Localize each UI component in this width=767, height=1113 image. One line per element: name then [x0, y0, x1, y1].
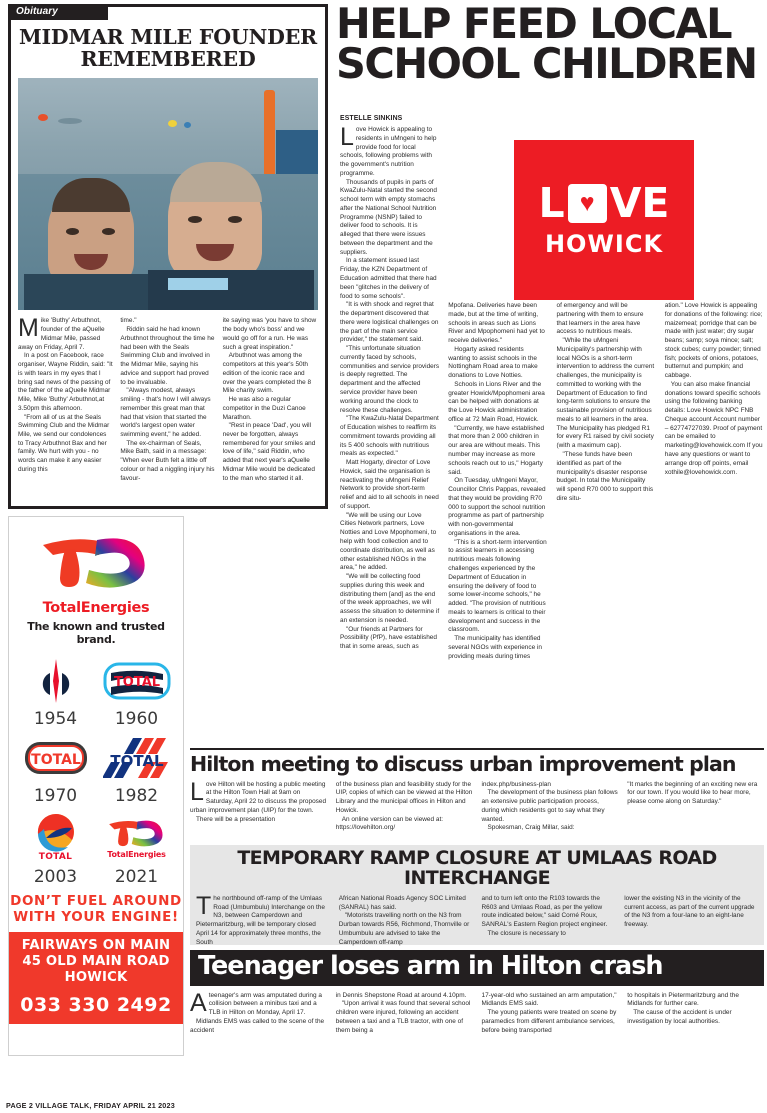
- timeline-year: 1970: [33, 786, 78, 806]
- hilton-column-2: of the business plan and feasibility study for the UIP, copies of which can be viewed at the Hilton Library and the municipal offices in Hilton and Howick. An online version can be viewed at: https://lovehilton.org/: [335, 780, 473, 832]
- ramp-column-1: The northbound off-ramp of the Umlaas Road (Umbumbulu) Interchange on the N3, between Camperdown and Pietermaritzburg, will be temporary closed April 14 for approximately three months, the South: [196, 891, 325, 946]
- svg-text:TOTAL: TOTAL: [109, 752, 164, 770]
- teen-headline-bar: [190, 950, 764, 986]
- ramp-column-4: lower the existing N3 in the vicinity of the current access, as part of the current upgrade of the N3 from a four-lane to an eight-lane freeway.: [624, 894, 755, 929]
- hilton-headline: Hilton meeting to discuss urban improvement plan: [190, 752, 736, 776]
- hilton-body: [190, 777, 764, 834]
- main-story-column-2: Mpofana. Deliveries have been made, but at the time of writing, schools in areas such as Lions River and Mpophomeni had yet to receive deliveries." Hogarty asked residents wanting to assist schools in the Nottingham Road area to make donations to Love Notties. Schools in Lions River and the greater Howick/Mpophomeni area can be helped with donations at the Love Howick administration office at 72 Main Road, Howick. "Currently, we have established that more than 2 000 children in our area are without meals. This number may increase as more schools reach out to us," Hogarty said. On Tuesday, uMngeni Mayor, Councillor Chris Pappas, revealed that they would be providing R70 000 to support the school nutrition programme as part of partnership with non-governmental organisations in the area. "This is a short-term intervention to assist learners in accessing nutritious meals following challenges experienced by the Department of Education in ensuring the delivery of food to some lower-income schools," he added. "The provision of nutritious meals to learners is critical to their development and success in the classroom. The municipality has identified several NGOs with experience in providing meals during times: [448, 302, 547, 660]
- totalenergies-logo-icon: [37, 531, 155, 593]
- logo-howick-word: HOWICK: [544, 229, 664, 258]
- total-1954-logo: [15, 654, 96, 708]
- teen-column-3: 17-year-old who sustained an arm amputation," Midlands EMS said. The young patients were treated on scene by paramedics from different ambulance services, before being transported: [481, 991, 617, 1034]
- swimmer-right-body: [148, 270, 314, 310]
- timeline-item-1960: [96, 654, 177, 729]
- timeline-item-2003: [15, 808, 96, 887]
- orange-paddle: [264, 90, 275, 182]
- te-tagline: The known and trusted brand.: [27, 620, 165, 646]
- swimmer-left-body: [24, 274, 154, 310]
- obituary-column-3: ite saying was 'you have to show the body who's boss' and we would go off for a run. He was such a great inspiration." Arbuthnot was among the competitors at this year's 50th edition of the iconic race and over the years completed the 8 Mile charity swim. He was also a regular competitor in the Duzi Canoe Marathon. "Rest in peace 'Dad', you will never be forgotten, always remembered for your smiles and love of life," said Riddin, who added that next year's aQuelle Midmar Mile would be dedicated to the man who started it all.: [222, 317, 317, 482]
- obituary-photo: [18, 78, 318, 310]
- page-footer: PAGE 2 VILLAGE TALK, FRIDAY APRIL 21 2023: [6, 1101, 175, 1110]
- buoy-marker: [38, 114, 48, 121]
- advert-station-address: FAIRWAYS ON MAIN 45 OLD MAIN ROAD HOWICK: [9, 932, 183, 991]
- timeline-year: 2021: [114, 867, 159, 887]
- ramp-column-3: and to turn left onto the R103 towards the R603 and Umlaas Road, as per the yellow route indicated below," said Corné Roux, SANRAL's Eastern Region project engineer. The closure is necessary to: [481, 894, 608, 937]
- obituary-section-tag: Obituary: [8, 4, 108, 20]
- total-wordmark: TOTAL: [38, 852, 73, 862]
- buoy-marker: [168, 120, 177, 127]
- swimsuit-logo: [168, 278, 228, 290]
- total-1970-logo: [15, 731, 96, 785]
- logo-letters-ve: VE: [609, 178, 670, 227]
- main-headline: HELP FEED LOCAL SCHOOL CHILDREN: [336, 0, 757, 88]
- ramp-headline: TEMPORARY RAMP CLOSURE AT UMLAAS ROAD INTERCHANGE: [237, 847, 717, 889]
- advert-slogan: DON’T FUEL AROUND WITH YOUR ENGINE!: [10, 893, 182, 925]
- main-story-column-3: of emergency and will be partnering with them to ensure that learners in the area have access to nutritious meals. "While the uMngeni Municipality's partnership with local NGOs is a short-term intervention to address the current challenges, the municipality is committed to working with the Department of Education to find long-term solutions to ensure the sustainable provision of nutritious meals to all learners in the area. The Municipality has pledged R1 for every R1 raised by civil society (with a maximum cap). "These funds have been identified as part of the municipality's disaster response budget. In total the Municipality will spend R70 000 to support this dire situ-: [556, 302, 655, 502]
- timeline-year: 2003: [33, 867, 78, 887]
- svg-text:TOTAL: TOTAL: [113, 675, 160, 690]
- total-1982-logo: [96, 731, 177, 785]
- ramp-body: [196, 891, 758, 948]
- timeline-item-1954: [15, 654, 96, 729]
- teen-column-2: in Dennis Shepstone Road at around 4.10pm. "Upon arrival it was found that several school children were injured, following an accident between a taxi and a TLB tractor, with one of them being a: [335, 991, 471, 1034]
- hilton-meeting-article: [190, 748, 764, 833]
- logo-letter-l: L: [538, 178, 565, 227]
- teen-column-4: to hospitals in Pietermaritzburg and the Midlands for further care. The cause of the accident is under investigation by local authorities.: [627, 991, 739, 1025]
- main-story-column-1: Love Howick is appealing to residents in uMngeni to help provide food for local schools, following problems with the government's nutrition programme. Thousands of pupils in parts of KwaZulu-Natal started the second school term with empty stomachs after the National School Nutrition Programme (NSNP) failed to deliver food to schools. It is alleged that there were issues between the department and the suppliers. In a statement issued last Friday, the KZN Department of Education admitted that there had been "glitches in the delivery of food to some schools". "It is with shock and regret that the department discovered that there were logistical challenges on the part of the main service provider," the statement said. "This unfortunate situation currently faced by schools, communities and service providers is deeply regretted. The department and the affected service provider have been working around the clock to resolve these challenges. "The KwaZulu-Natal Department of Education wishes to reaffirm its commitment towards providing all its 5 400 schools with nutritious meals as expected." Matt Hogarty, director of Love Howick, said the organisation is reactivating the uMngeni Relief Network to provide short-term relief and aid to all schools in need of support. "We will be using our Love Cities Network partners, Love Notties and Love Mpophomeni, to help with food collection and to coordinate distribution, as well as other established NGOs in the area," he added. "We will be collecting food supplies during this week and distributing them [and] as the end of the week approaches, we will assess the situation to determine if an extension is needed. "Our friends at Partners for Possibility (PfP), have established that in some areas, such as: [340, 123, 440, 651]
- te-brand-name: TotalEnergies: [42, 600, 150, 616]
- teenager-crash-article: [190, 950, 764, 1035]
- teen-column-1: Ateenager's arm was amputated during a collision between a minibus taxi and a TLB in Hilton on Monday, April 17. Midlands EMS was called to the scene of the accident: [190, 988, 325, 1034]
- swimmer-distant: [58, 118, 82, 124]
- timeline-item-2021: [96, 808, 177, 887]
- totalenergies-2021-logo: [96, 808, 177, 866]
- main-story-body: [340, 123, 764, 661]
- ramp-closure-article: [190, 845, 764, 945]
- timeline-item-1970: [15, 731, 96, 806]
- timeline-item-1982: [96, 731, 177, 806]
- teen-body: [190, 988, 764, 1036]
- timeline-year: 1960: [114, 709, 159, 729]
- main-story-column-4: ation." Love Howick is appealing for donations of the following: rice; maizemeal; porridge that can be made with just water; dry sugar beans; samp; soya mince; salt; stock cubes; curry powder; tinned fish; pockets of onions, potatoes, butternut and pumpkin; and cabbage. You can also make financial donations toward specific schools using the following banking details: Love Howick NPC FNB Cheque account Account number – 62774727039. Proof of payment can be emailed to marketing@lovehowick.com If you have any questions or want to arrange drop off points, email xothile@lovehowick.com.: [664, 302, 763, 476]
- ramp-column-2: African National Roads Agency SOC Limited (SANRAL) has said. "Motorists travelling north on the N3 from Durban towards R56, Richmond, Thornville or Umbumbulu are advised to take the Camperdown off-ramp: [338, 894, 470, 946]
- hilton-column-1: Love Hilton will be hosting a public meeting at the Hilton Town Hall at 9am on Saturday, April 22 to discuss the proposed urban improvement plan (UIP) for the town. There will be a presentation: [190, 777, 327, 823]
- totalenergies-wordmark: TotalEnergies: [107, 849, 166, 859]
- timeline-year: 1954: [33, 709, 78, 729]
- total-2003-logo: [15, 808, 96, 866]
- svg-text:TOTAL: TOTAL: [30, 752, 81, 768]
- te-logo-timeline: [15, 654, 177, 887]
- obituary-column-2: time." Riddin said he had known Arbuthnot throughout the time he had been with the Seals Swimming Club and involved in the Midmar Mile, saying his advice and support had proved to be invaluable. "Always modest, always smiling - that's how I will always remember this great man that had that vision that started the world's largest open water swimming event," he added. The ex-chairman of Seals, Mike Bath, said in a message: "When ever Buth felt a little off colour or had a niggling injury his favour-: [120, 317, 215, 482]
- section-rule: [190, 748, 764, 750]
- heart-glyph: ♥: [579, 188, 595, 217]
- te-logo-header: [9, 531, 183, 646]
- hilton-column-3: index.php/business-plan The development of the business plan follows an extensive public participation process, during which residents got to say what they wanted. Spokesman, Craig Millar, said:: [481, 780, 618, 832]
- advert-phone-number[interactable]: 033 330 2492: [9, 990, 183, 1024]
- hilton-column-4: "It marks the beginning of an exciting new era for our town. If you would like to hear more, please come along on Saturday.": [627, 780, 758, 806]
- obituary-article: [8, 4, 328, 509]
- timeline-year: 1982: [114, 786, 159, 806]
- teen-headline: Teenager loses arm in Hilton crash: [198, 951, 663, 981]
- obituary-column-1: Mike 'Buthy' Arbuthnot, founder of the aQuelle Midmar Mile, passed away on Friday, April 7. In a post on Facebook, race organiser, Wayne Riddin, said: "It is with tears in my eyes that I bring sad news of the passing of the father of the aQuelle Midmar Mile, Mike 'Buthy' Arbuthnot,at 3.50pm this afternoon. "From all of us at the Seals Swimming Club and the Midmar Mile, we send our condolences to Tracy Arbuthnot Bax and her family. We hurt with you - no words can make it any easier during this: [18, 314, 113, 473]
- swimmer-right-hair: [170, 162, 262, 202]
- total-1960-logo: [96, 654, 177, 708]
- obituary-headline: MIDMAR MILE FOUNDER REMEMBERED: [19, 25, 317, 71]
- obituary-body: [18, 314, 318, 483]
- main-byline: ESTELLE SINKINS: [340, 113, 403, 122]
- buoy-marker: [184, 122, 191, 128]
- totalenergies-advert[interactable]: [8, 516, 184, 1056]
